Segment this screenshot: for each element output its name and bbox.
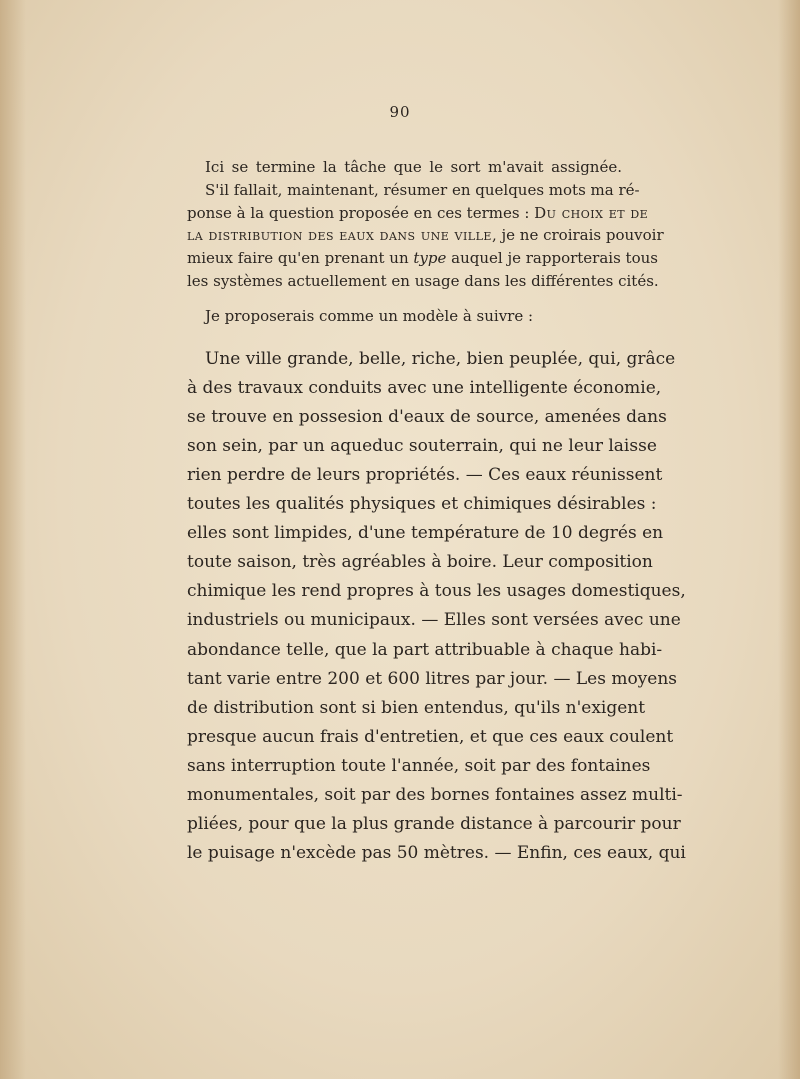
text-line: tant varie entre 200 et 600 litres par jour. — Les moyens: [187, 668, 678, 689]
text-line: Ici se termine la tâche que le sort m'avait assignée.: [205, 158, 622, 176]
text-line: les systèmes actuellement en usage dans les différentes cités.: [187, 271, 659, 290]
italic-word: type: [413, 249, 447, 268]
text-line: Une ville grande, belle, riche, bien peuplée, qui, grâce: [205, 348, 676, 369]
text-line: à des travaux conduits avec une intelligente économie,: [187, 377, 662, 398]
text-line: toute saison, très agréables à boire. Leur composition: [187, 552, 653, 573]
text-line: [187, 202, 649, 225]
text-line: se trouve en possesion d'eaux de source, amenées dans: [187, 406, 667, 427]
page-text: [187, 156, 686, 868]
text-line: toutes les qualités physiques et chimiques désirables :: [187, 494, 657, 515]
proposal-line: Je proposerais comme un modèle à suivre :: [205, 306, 534, 325]
text-line: le puisage n'excède pas 50 mètres. — Enfin, ces eaux, qui: [187, 843, 686, 864]
text-run: ponse à la question proposée en ces termes :: [187, 203, 535, 222]
text-line: monumentales, soit par des bornes fontaines assez multi-: [187, 784, 683, 805]
text-run: mieux faire qu'en prenant un: [187, 249, 414, 268]
title-small-caps: Du choix et de: [534, 203, 649, 222]
text-line: abondance telle, que la part attribuable à chaque habi-: [187, 639, 663, 660]
text-line: rien perdre de leurs propriétés. — Ces eaux réunissent: [187, 464, 663, 485]
text-run: auquel je rapporterais tous: [446, 249, 658, 268]
page-edge-left: [0, 0, 26, 1079]
text-line: chimique les rend propres à tous les usages domestiques,: [187, 581, 686, 602]
text-line: de distribution sont si bien entendus, qu'ils n'exigent: [187, 697, 646, 718]
text-line: son sein, par un aqueduc souterrain, qui ne leur laisse: [187, 435, 657, 456]
text-line: S'il fallait, maintenant, résumer en quelques mots ma ré-: [205, 180, 640, 199]
text-line: sans interruption toute l'année, soit par des fontaines: [187, 755, 651, 776]
page-number: 90: [389, 103, 411, 121]
text-line: elles sont limpides, d'une température de 10 degrés en: [187, 523, 664, 544]
text-line: industriels ou municipaux. — Elles sont versées avec une: [187, 610, 681, 631]
text-run: , je ne croirais pouvoir: [491, 226, 664, 245]
title-small-caps: la distribution des eaux dans une ville: [187, 226, 492, 245]
text-line: presque aucun frais d'entretien, et que ces eaux coulent: [187, 726, 674, 747]
text-line: pliées, pour que la plus grande distance à parcourir pour: [187, 814, 681, 835]
text-line: [187, 224, 664, 247]
page-edge-right: [778, 0, 800, 1079]
text-line: [187, 247, 658, 270]
